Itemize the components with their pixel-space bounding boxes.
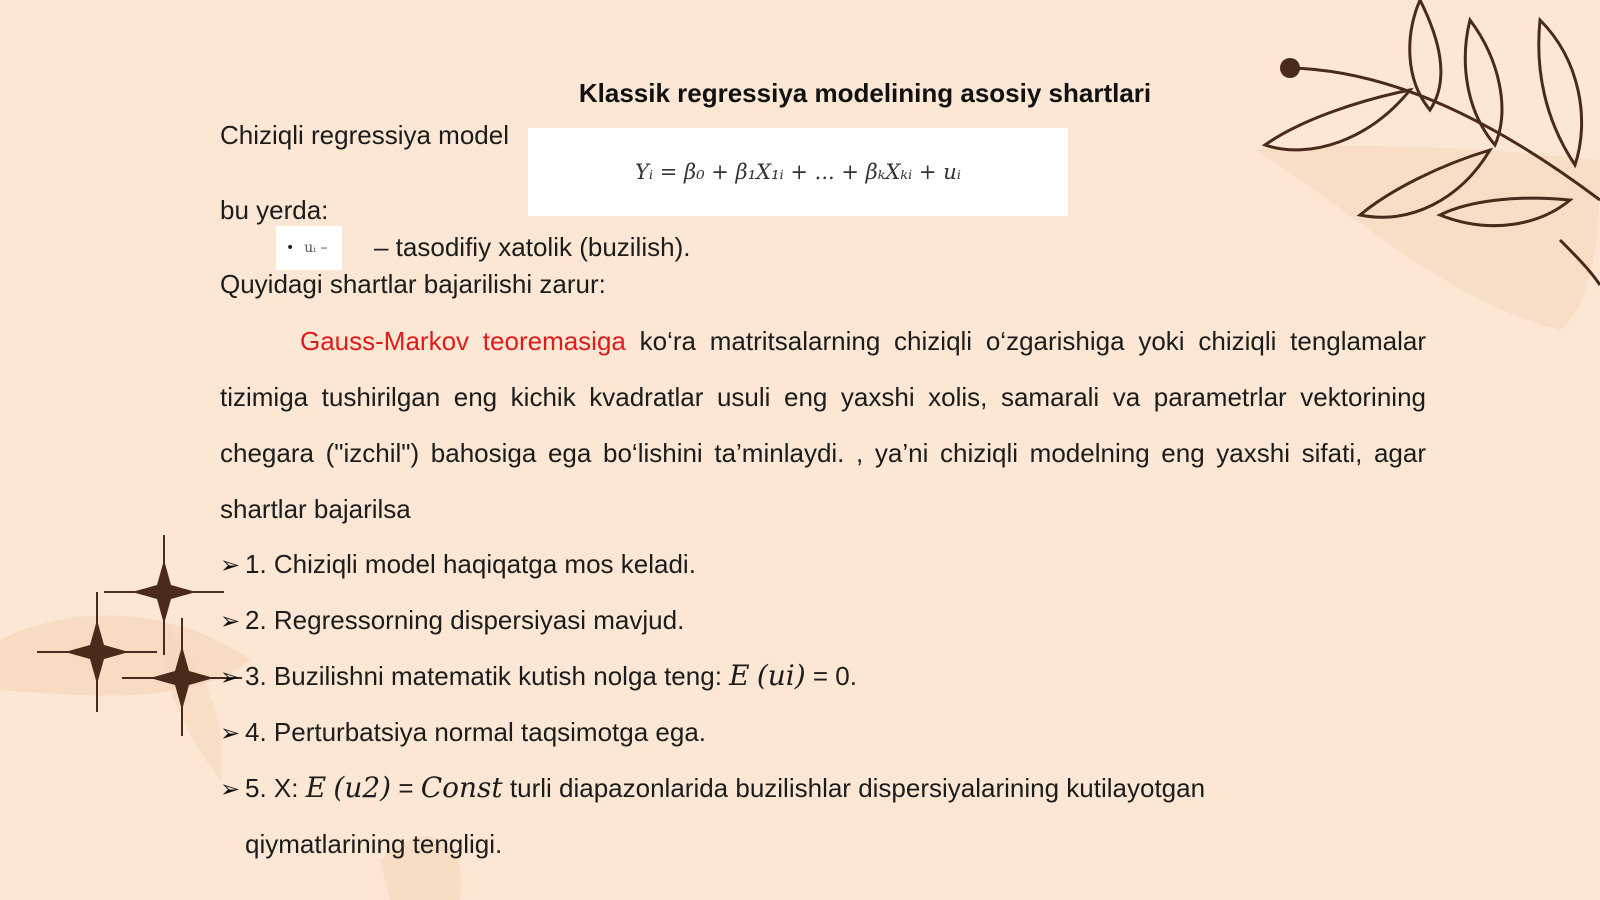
condition-text: 2. Regressorning dispersiyasi mavjud.	[245, 605, 685, 635]
arrow-bullet-icon: ➢	[220, 776, 241, 803]
slide-title: Klassik regressiya modelining asosiy shartlari	[578, 78, 1152, 108]
gauss-markov-paragraph	[220, 313, 1426, 537]
list-item	[220, 536, 1370, 592]
math-argument: (u2)	[333, 771, 392, 804]
conditions-intro: Quyidagi shartlar bajarilishi zarur:	[220, 269, 606, 299]
paragraph-body: ko‘ra matritsalarning chiziqli o‘zgarishiga yoki chiziqli tenglamalar tizimiga tushirilgan eng kichik kvadratlar usuli eng yaxshi xolis, samarali va parametrlar vektorining chegara ("izchil") bahosiga ega bo‘lishini ta’minlaydi. , ya’ni chiziqli modelning eng yaxshi sifati, agar shartlar bajarilsa	[220, 326, 1426, 524]
bullet-dot: •	[286, 240, 295, 256]
math-argument: (ui)	[756, 659, 806, 692]
error-term-symbol: uᵢ –	[304, 240, 328, 256]
math-expectation: E	[729, 659, 750, 692]
list-item	[220, 760, 1370, 872]
condition-text: 1. Chiziqli model haqiqatga mos keladi.	[245, 549, 696, 579]
arrow-bullet-icon: ➢	[220, 664, 241, 691]
math-expectation: E	[305, 771, 327, 804]
condition-text-mid: =	[391, 773, 421, 803]
where-label: bu yerda:	[220, 195, 329, 225]
list-item	[220, 704, 1370, 760]
condition-text: 4. Perturbatsiya normal taqsimotga ega.	[245, 717, 707, 747]
list-item	[220, 648, 1370, 704]
list-item	[220, 592, 1370, 648]
condition-text: 5. X:	[245, 773, 306, 803]
error-term-formula	[276, 226, 342, 270]
conditions-list	[220, 536, 1370, 872]
condition-text: 3. Buzilishni matematik kutish nolga teng:	[245, 661, 730, 691]
arrow-bullet-icon: ➢	[220, 720, 241, 747]
gauss-markov-link: Gauss-Markov teoremasiga	[300, 326, 626, 356]
intro-text: Chiziqli regressiya model	[220, 120, 509, 150]
error-term-definition: – tasodifiy xatolik (buzilish).	[374, 232, 691, 262]
arrow-bullet-icon: ➢	[220, 608, 241, 635]
regression-formula: Yᵢ = β₀ + β₁X₁ᵢ + ... + βₖXₖᵢ + uᵢ	[528, 128, 1068, 216]
condition-text-end: turli diapazonlarida buzilishlar dispersiyalarining kutilayotgan qiymatlarining tengligi.	[245, 773, 1206, 859]
math-constant: Const	[420, 771, 503, 804]
condition-text-end: = 0.	[805, 661, 857, 691]
arrow-bullet-icon: ➢	[220, 552, 241, 579]
